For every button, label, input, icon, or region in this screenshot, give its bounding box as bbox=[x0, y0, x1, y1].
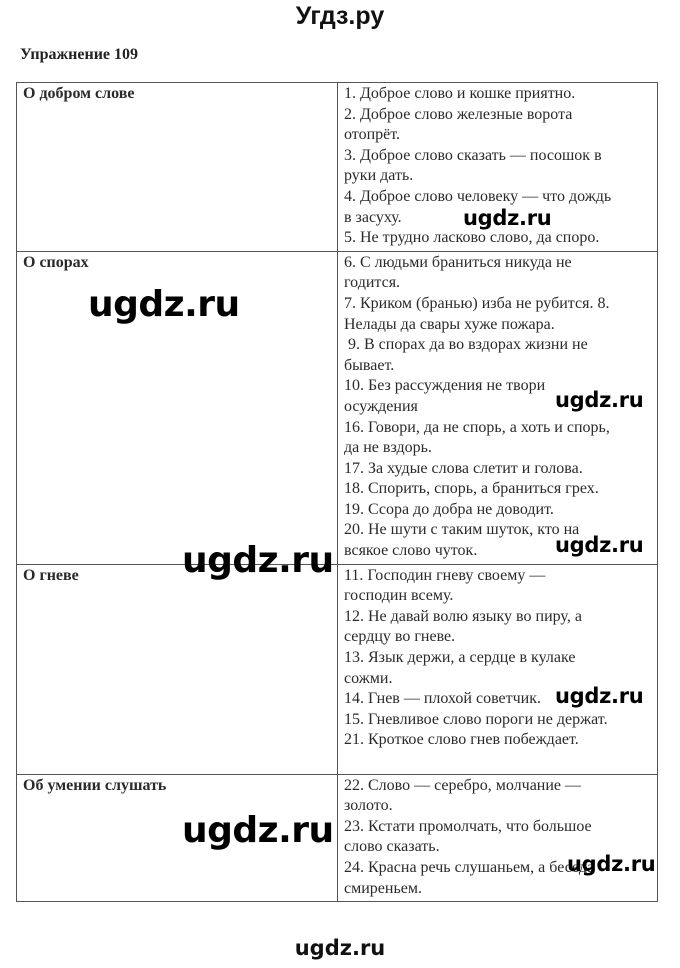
proverb-line: сожми. bbox=[344, 669, 393, 687]
watermark: ugdz.ru bbox=[567, 852, 656, 876]
table-row bbox=[17, 564, 658, 774]
proverb-line: 16. Говори, да не спорь, а хоть и спорь, bbox=[344, 418, 610, 436]
watermark: ugdz.ru bbox=[555, 533, 644, 557]
watermark: ugdz.ru bbox=[463, 206, 552, 230]
proverb-line: 14. Гнев — плохой советчик. bbox=[344, 690, 541, 708]
table-row bbox=[17, 774, 658, 902]
proverb-line: Нелады да свары хуже пожара. bbox=[344, 315, 555, 333]
proverbs-cell bbox=[338, 774, 658, 902]
watermark: ugdz.ru bbox=[182, 810, 334, 851]
proverb-line: смиреньем. bbox=[344, 879, 422, 897]
watermark: ugdz.ru bbox=[555, 684, 644, 708]
topic-cell: О гневе bbox=[17, 564, 338, 774]
proverb-line: 24. Красна речь слушаньем, а беседа bbox=[344, 858, 595, 876]
exercise-title: Упражнение 109 bbox=[20, 46, 139, 63]
proverb-line: золото. bbox=[344, 797, 393, 815]
proverb-line: господин всему. bbox=[344, 587, 454, 605]
proverb-line: руки дать. bbox=[344, 167, 414, 185]
proverb-line: 5. Не трудно ласково слово, да споро. bbox=[344, 229, 600, 247]
proverb-line: 22. Слово — серебро, молчание — bbox=[344, 776, 582, 794]
proverbs-table bbox=[16, 82, 658, 902]
proverb-line: сердцу во гневе. bbox=[344, 628, 456, 646]
proverb-line: 7. Криком (бранью) изба не рубится. 8. bbox=[344, 294, 610, 312]
proverbs-cell bbox=[338, 564, 658, 774]
proverb-line: 11. Господин гневу своему — bbox=[344, 566, 546, 584]
watermark: ugdz.ru bbox=[182, 540, 334, 581]
site-title: Угдз.ру bbox=[295, 2, 385, 30]
proverb-line: годится. bbox=[344, 274, 401, 292]
proverb-line: 1. Доброе слово и кошке приятно. bbox=[344, 85, 576, 102]
proverb-line: 13. Язык держи, а сердце в кулаке bbox=[344, 649, 576, 667]
proverb-line: 15. Гневливое слово пороги не держат. bbox=[344, 710, 608, 728]
proverb-line bbox=[344, 751, 651, 772]
proverb-line: 12. Не давай волю языку во пиру, а bbox=[344, 607, 582, 625]
proverb-line: 20. Не шути с таким шуток, кто на bbox=[344, 521, 580, 539]
proverb-line: бывает. bbox=[344, 356, 395, 374]
topic-cell: О добром слове bbox=[17, 83, 338, 252]
proverb-line: 18. Спорить, спорь, а браниться грех. bbox=[344, 480, 599, 498]
watermark: ugdz.ru bbox=[555, 388, 644, 412]
proverb-line: 19. Ссора до добра не доводит. bbox=[344, 500, 554, 518]
proverb-line: отопрёт. bbox=[344, 126, 401, 144]
proverb-line: 9. В спорах да во вздорах жизни не bbox=[344, 336, 588, 354]
proverb-line: да не вздорь. bbox=[344, 439, 432, 457]
proverb-line: 10. Без рассуждения не твори bbox=[344, 377, 546, 395]
proverb-line: 17. За худые слова слетит и голова. bbox=[344, 459, 583, 477]
topic-cell: О спорах bbox=[17, 251, 338, 564]
proverb-line: всякое слово чуток. bbox=[344, 542, 478, 560]
proverb-line: осуждения bbox=[344, 397, 418, 415]
proverb-line: 2. Доброе слово железные ворота bbox=[344, 105, 573, 123]
table-row bbox=[17, 83, 658, 252]
proverb-line: 3. Доброе слово сказать — посошок в bbox=[344, 146, 602, 164]
watermark: ugdz.ru bbox=[88, 284, 240, 325]
proverb-line: 23. Кстати промолчать, что большое bbox=[344, 817, 592, 835]
topic-cell: Об умении слушать bbox=[17, 774, 338, 902]
proverb-line: в засуху. bbox=[344, 208, 402, 226]
proverb-line: 4. Доброе слово человеку — что дождь bbox=[344, 187, 612, 205]
footer-watermark: ugdz.ru bbox=[294, 936, 386, 960]
proverb-line: 21. Кроткое слово гнев побеждает. bbox=[344, 731, 579, 749]
proverb-line: слово сказать. bbox=[344, 838, 440, 856]
proverb-line: 6. С людьми браниться никуда не bbox=[344, 253, 572, 271]
